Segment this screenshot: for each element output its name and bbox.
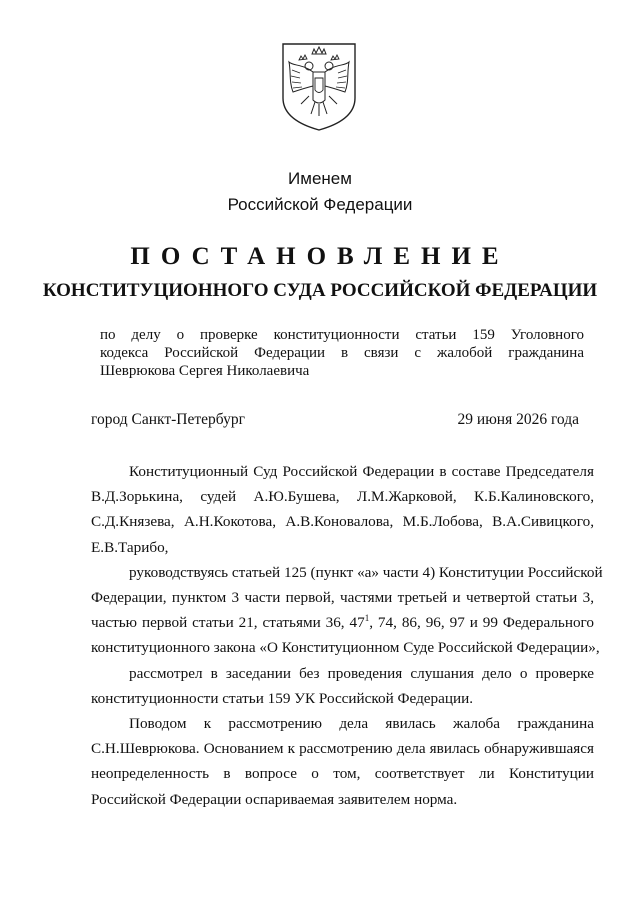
superscript: 1 <box>364 613 370 624</box>
body-line: Поводом к рассмотрению дела явилась жалоба гражданина <box>129 715 594 733</box>
body-line: конституционности статьи 159 УК Российской Федерации. <box>91 689 474 707</box>
case-line: по делу о проверке конституционности статьи 159 Уголовного <box>100 327 584 343</box>
body-line: неопределенность в вопросе о том, соответствует ли Конституции <box>91 765 594 783</box>
in-the-name-line2: Российской Федерации <box>227 195 413 214</box>
body-text: частью первой статьи 21, статьями 36, 47 <box>91 614 365 632</box>
body-line: С.Д.Князева, А.Н.Кокотова, А.В.Коновалова, М.Б.Лобова, В.А.Сивицкого, <box>91 513 594 531</box>
in-the-name-line1: Именем <box>288 169 352 188</box>
body-line: С.Н.Шеврюкова. Основанием к рассмотрению дела явилась обнаружившаяся <box>91 740 594 758</box>
body-line: Федерации, пунктом 3 части первой, частями третьей и четвертой статьи 3, <box>91 589 594 607</box>
body-line <box>91 610 594 635</box>
body-line: Е.В.Тарибо, <box>91 538 169 556</box>
body-line: рассмотрел в заседании без проведения слушания дело о проверке <box>129 664 594 682</box>
coat-of-arms-icon <box>279 40 359 132</box>
body-line: конституционного закона «О Конституционном Суде Российской Федерации», <box>91 639 600 657</box>
document-body <box>91 459 603 812</box>
body-line: В.Д.Зорькина, судей А.Ю.Бушева, Л.М.Жарковой, К.Б.Калиновского, <box>91 488 594 506</box>
date: 29 июня 2026 года <box>457 411 579 428</box>
body-line: Российской Федерации оспариваемая заявителем норма. <box>91 790 458 808</box>
body-line: Конституционный Суд Российской Федерации в составе Председателя <box>129 463 594 480</box>
body-text: , 74, 86, 96, 97 и 99 Федерального <box>369 614 594 632</box>
case-description <box>100 326 584 380</box>
city: город Санкт-Петербург <box>91 411 245 428</box>
document-title: ПОСТАНОВЛЕНИЕ <box>130 243 510 270</box>
body-line: руководствуясь статьей 125 (пункт «а» части 4) Конституции Российской <box>129 563 603 581</box>
document-subtitle: КОНСТИТУЦИОННОГО СУДА РОССИЙСКОЙ ФЕДЕРАЦИИ <box>42 280 598 301</box>
case-line: кодекса Российской Федерации в связи с жалобой гражданина <box>100 345 584 361</box>
case-line: Шеврюкова Сергея Николаевича <box>100 363 310 379</box>
